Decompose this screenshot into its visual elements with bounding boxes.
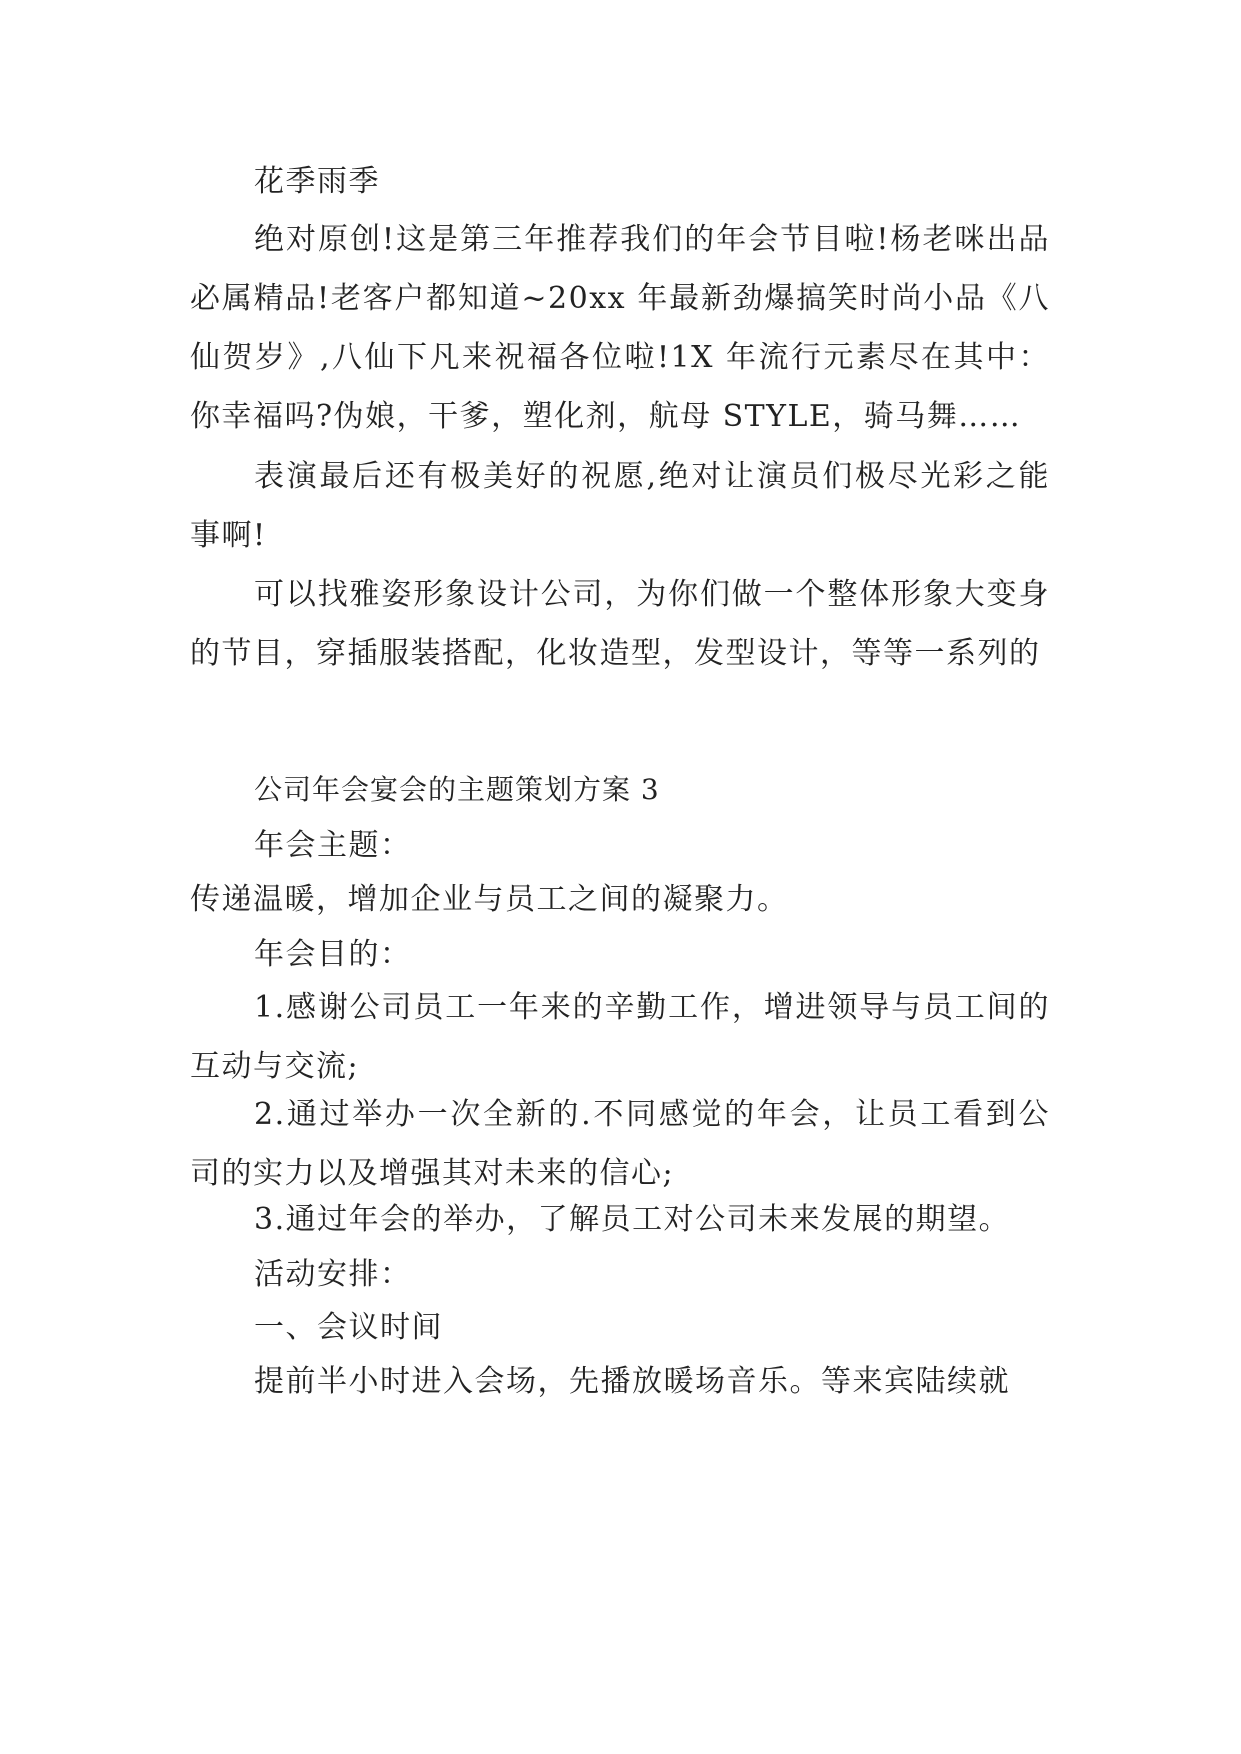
label-annual-theme: 年会主题： <box>254 828 412 863</box>
section-title-annual-plan: 公司年会宴会的主题策划方案 3 <box>254 773 660 806</box>
paragraph-performance-wish: 表演最后还有极美好的祝愿,绝对让演员们极尽光彩之能事啊! <box>190 459 1050 553</box>
label-annual-purpose: 年会目的： <box>254 937 412 972</box>
label-activity-schedule: 活动安排： <box>254 1257 412 1292</box>
purpose-item-3: 3.通过年会的举办，了解员工对公司未来发展的期望。 <box>254 1202 1011 1237</box>
paragraph-original-show: 绝对原创!这是第三年推荐我们的年会节目啦!杨老咪出品必属精品!老客户都知道~20xx 年最新劲爆搞笑时尚小品《八仙贺岁》,八仙下凡来祝福各位啦!1X 年流行元素尽在其中：你幸福吗?伪娘，干爹，塑化剂，航母 STYLE，骑马舞…… <box>190 222 1050 434</box>
text-meeting-time: 提前半小时进入会场，先播放暖场音乐。等来宾陆续就 <box>254 1364 1010 1399</box>
text-annual-theme: 传递温暖，增加企业与员工之间的凝聚力。 <box>190 882 789 917</box>
paragraph-image-design: 可以找雅姿形象设计公司，为你们做一个整体形象大变身的节目，穿插服装搭配，化妆造型，发型设计，等等一系列的 <box>190 577 1050 671</box>
purpose-item-1: 1.感谢公司员工一年来的辛勤工作，增进领导与员工间的互动与交流; <box>190 990 1050 1084</box>
heading-meeting-time: 一、会议时间 <box>254 1310 443 1345</box>
purpose-item-2: 2.通过举办一次全新的.不同感觉的年会，让员工看到公司的实力以及增强其对未来的信心; <box>190 1097 1050 1191</box>
section-title-huaji: 花季雨季 <box>254 164 380 199</box>
